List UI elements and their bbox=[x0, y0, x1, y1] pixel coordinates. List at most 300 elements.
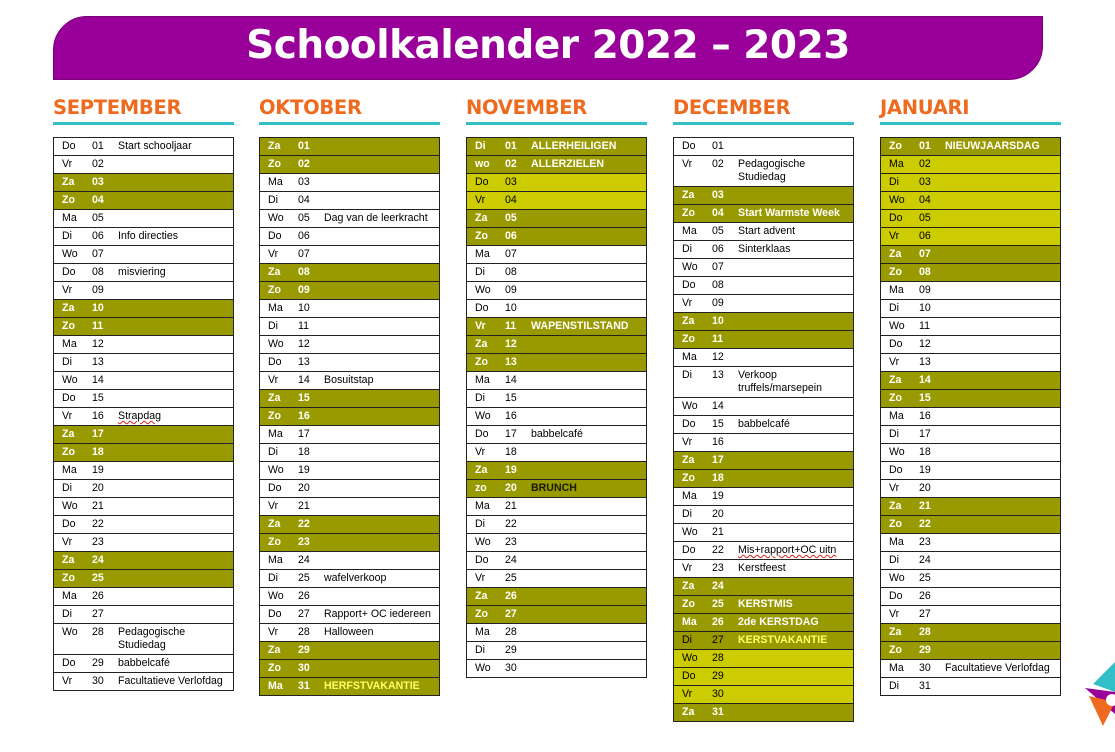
month-divider bbox=[53, 122, 234, 125]
calendar-row bbox=[467, 192, 647, 210]
calendar-row bbox=[54, 498, 234, 516]
event-cell: Dag van de leerkracht bbox=[324, 210, 440, 228]
calendar-row bbox=[881, 210, 1061, 228]
weekday-cell: Di bbox=[674, 632, 713, 650]
weekday-cell: Wo bbox=[881, 318, 920, 336]
calendar-row bbox=[881, 660, 1061, 678]
calendar-row bbox=[674, 614, 854, 632]
date-cell: 08 bbox=[919, 264, 945, 282]
date-cell: 02 bbox=[298, 156, 324, 174]
date-cell: 23 bbox=[298, 534, 324, 552]
weekday-cell: Do bbox=[54, 516, 93, 534]
weekday-cell: Vr bbox=[54, 673, 93, 691]
calendar-row bbox=[260, 516, 440, 534]
event-cell bbox=[531, 264, 647, 282]
date-cell: 29 bbox=[712, 668, 738, 686]
event-cell: wafelverkoop bbox=[324, 570, 440, 588]
weekday-cell: Wo bbox=[54, 246, 93, 264]
weekday-cell: Zo bbox=[881, 138, 920, 156]
weekday-cell: Do bbox=[674, 668, 713, 686]
date-cell: 21 bbox=[712, 524, 738, 542]
calendar-row bbox=[260, 336, 440, 354]
date-cell: 23 bbox=[919, 534, 945, 552]
date-cell: 27 bbox=[505, 606, 531, 624]
date-cell: 04 bbox=[92, 192, 118, 210]
calendar-row bbox=[881, 282, 1061, 300]
weekday-cell: Ma bbox=[54, 210, 93, 228]
weekday-cell: Ma bbox=[467, 372, 506, 390]
date-cell: 26 bbox=[919, 588, 945, 606]
weekday-cell: Vr bbox=[260, 246, 299, 264]
calendar-row bbox=[54, 156, 234, 174]
event-cell bbox=[531, 246, 647, 264]
weekday-cell: Wo bbox=[881, 570, 920, 588]
calendar-row bbox=[467, 138, 647, 156]
weekday-cell: Wo bbox=[260, 588, 299, 606]
event-cell bbox=[531, 588, 647, 606]
event-cell bbox=[324, 228, 440, 246]
calendar-row bbox=[881, 174, 1061, 192]
calendar-row bbox=[674, 686, 854, 704]
calendar-row bbox=[54, 138, 234, 156]
weekday-cell: Vr bbox=[467, 318, 506, 336]
calendar-row bbox=[881, 138, 1061, 156]
calendar-row bbox=[54, 354, 234, 372]
date-cell: 03 bbox=[92, 174, 118, 192]
calendar-row bbox=[467, 588, 647, 606]
calendar-table bbox=[466, 137, 647, 678]
calendar-row bbox=[881, 246, 1061, 264]
weekday-cell: Zo bbox=[674, 331, 713, 349]
weekday-cell: Do bbox=[54, 138, 93, 156]
date-cell: 05 bbox=[298, 210, 324, 228]
date-cell: 27 bbox=[298, 606, 324, 624]
event-cell bbox=[324, 174, 440, 192]
calendar-row bbox=[54, 552, 234, 570]
event-cell bbox=[945, 534, 1061, 552]
weekday-cell: Ma bbox=[881, 408, 920, 426]
calendar-row bbox=[260, 408, 440, 426]
calendar-row bbox=[260, 300, 440, 318]
calendar-row bbox=[881, 300, 1061, 318]
event-cell bbox=[531, 228, 647, 246]
date-cell: 11 bbox=[712, 331, 738, 349]
weekday-cell: Ma bbox=[260, 426, 299, 444]
calendar-row bbox=[881, 336, 1061, 354]
date-cell: 03 bbox=[298, 174, 324, 192]
month-column-januari bbox=[880, 95, 1061, 696]
weekday-cell: Di bbox=[54, 480, 93, 498]
month-column-december bbox=[673, 95, 854, 722]
weekday-cell: Ma bbox=[881, 156, 920, 174]
calendar-table bbox=[880, 137, 1061, 696]
calendar-row bbox=[260, 264, 440, 282]
weekday-cell: Ma bbox=[674, 614, 713, 632]
event-cell bbox=[324, 390, 440, 408]
weekday-cell: Vr bbox=[881, 480, 920, 498]
date-cell: 12 bbox=[919, 336, 945, 354]
calendar-row bbox=[674, 295, 854, 313]
date-cell: 24 bbox=[505, 552, 531, 570]
calendar-row bbox=[674, 138, 854, 156]
calendar-row bbox=[674, 506, 854, 524]
event-cell bbox=[324, 516, 440, 534]
event-cell: babbelcafé bbox=[118, 655, 234, 673]
event-cell bbox=[945, 516, 1061, 534]
date-cell: 05 bbox=[92, 210, 118, 228]
event-cell bbox=[324, 426, 440, 444]
event-cell: Bosuitstap bbox=[324, 372, 440, 390]
weekday-cell: Zo bbox=[674, 470, 713, 488]
event-cell bbox=[738, 259, 854, 277]
calendar-row bbox=[467, 570, 647, 588]
calendar-row bbox=[54, 480, 234, 498]
event-cell bbox=[324, 282, 440, 300]
date-cell: 14 bbox=[919, 372, 945, 390]
date-cell: 16 bbox=[712, 434, 738, 452]
weekday-cell: Wo bbox=[54, 624, 93, 655]
calendar-row bbox=[674, 156, 854, 187]
date-cell: 02 bbox=[92, 156, 118, 174]
calendar-table bbox=[259, 137, 440, 696]
date-cell: 14 bbox=[712, 398, 738, 416]
calendar-row bbox=[674, 452, 854, 470]
date-cell: 26 bbox=[92, 588, 118, 606]
calendar-row bbox=[674, 313, 854, 331]
date-cell: 26 bbox=[298, 588, 324, 606]
date-cell: 17 bbox=[505, 426, 531, 444]
calendar-row bbox=[467, 606, 647, 624]
calendar-row bbox=[674, 668, 854, 686]
event-cell bbox=[324, 354, 440, 372]
weekday-cell: Zo bbox=[54, 570, 93, 588]
calendar-row bbox=[881, 516, 1061, 534]
calendar-row bbox=[467, 372, 647, 390]
event-cell bbox=[738, 349, 854, 367]
date-cell: 10 bbox=[505, 300, 531, 318]
date-cell: 10 bbox=[92, 300, 118, 318]
calendar-row bbox=[467, 228, 647, 246]
event-text: Strapdag bbox=[118, 410, 161, 422]
date-cell: 20 bbox=[92, 480, 118, 498]
date-cell: 27 bbox=[919, 606, 945, 624]
event-cell bbox=[738, 398, 854, 416]
weekday-cell: Ma bbox=[467, 246, 506, 264]
date-cell: 21 bbox=[505, 498, 531, 516]
event-cell bbox=[945, 642, 1061, 660]
event-cell bbox=[118, 498, 234, 516]
calendar-row bbox=[54, 192, 234, 210]
weekday-cell: Di bbox=[54, 228, 93, 246]
calendar-row bbox=[467, 246, 647, 264]
weekday-cell: Za bbox=[881, 246, 920, 264]
weekday-cell: Ma bbox=[54, 462, 93, 480]
weekday-cell: Zo bbox=[674, 596, 713, 614]
event-cell bbox=[738, 668, 854, 686]
date-cell: 19 bbox=[505, 462, 531, 480]
date-cell: 27 bbox=[712, 632, 738, 650]
date-cell: 13 bbox=[298, 354, 324, 372]
event-cell: Pedagogische Studiedag bbox=[118, 624, 234, 655]
calendar-row bbox=[881, 390, 1061, 408]
date-cell: 18 bbox=[505, 444, 531, 462]
date-cell: 18 bbox=[919, 444, 945, 462]
date-cell: 28 bbox=[505, 624, 531, 642]
event-cell bbox=[324, 534, 440, 552]
calendar-row bbox=[674, 434, 854, 452]
calendar-row bbox=[54, 300, 234, 318]
event-cell bbox=[118, 534, 234, 552]
date-cell: 02 bbox=[919, 156, 945, 174]
date-cell: 16 bbox=[92, 408, 118, 426]
event-cell: 2de KERSTDAG bbox=[738, 614, 854, 632]
weekday-cell: Ma bbox=[881, 534, 920, 552]
event-cell bbox=[118, 408, 234, 426]
weekday-cell: Za bbox=[54, 426, 93, 444]
date-cell: 26 bbox=[712, 614, 738, 632]
event-cell: Info directies bbox=[118, 228, 234, 246]
weekday-cell: Di bbox=[260, 444, 299, 462]
weekday-cell: Wo bbox=[674, 650, 713, 668]
event-cell bbox=[945, 426, 1061, 444]
weekday-cell: Ma bbox=[260, 174, 299, 192]
calendar-row bbox=[54, 228, 234, 246]
event-cell bbox=[118, 426, 234, 444]
calendar-row bbox=[260, 246, 440, 264]
event-cell bbox=[324, 156, 440, 174]
date-cell: 31 bbox=[919, 678, 945, 696]
month-divider bbox=[259, 122, 440, 125]
event-cell bbox=[324, 408, 440, 426]
weekday-cell: Vr bbox=[674, 560, 713, 578]
school-logo-icon bbox=[1079, 662, 1115, 726]
date-cell: 04 bbox=[919, 192, 945, 210]
weekday-cell: Za bbox=[260, 516, 299, 534]
calendar-row bbox=[260, 192, 440, 210]
month-divider bbox=[673, 122, 854, 125]
date-cell: 10 bbox=[712, 313, 738, 331]
event-cell bbox=[531, 516, 647, 534]
event-cell bbox=[118, 462, 234, 480]
date-cell: 03 bbox=[919, 174, 945, 192]
weekday-cell: Wo bbox=[674, 524, 713, 542]
calendar-row bbox=[467, 498, 647, 516]
event-cell bbox=[118, 480, 234, 498]
weekday-cell: Ma bbox=[674, 488, 713, 506]
date-cell: 24 bbox=[919, 552, 945, 570]
weekday-cell: Wo bbox=[260, 336, 299, 354]
weekday-cell: Do bbox=[54, 390, 93, 408]
date-cell: 02 bbox=[712, 156, 738, 187]
date-cell: 30 bbox=[919, 660, 945, 678]
date-cell: 11 bbox=[919, 318, 945, 336]
weekday-cell: Do bbox=[467, 426, 506, 444]
calendar-row bbox=[674, 632, 854, 650]
weekday-cell: Zo bbox=[260, 408, 299, 426]
event-cell: Pedagogische Studiedag bbox=[738, 156, 854, 187]
date-cell: 25 bbox=[92, 570, 118, 588]
event-cell bbox=[324, 192, 440, 210]
weekday-cell: Za bbox=[54, 552, 93, 570]
calendar-row bbox=[467, 318, 647, 336]
event-cell bbox=[118, 372, 234, 390]
event-cell bbox=[324, 660, 440, 678]
calendar-row bbox=[881, 606, 1061, 624]
event-cell bbox=[531, 552, 647, 570]
event-cell bbox=[738, 470, 854, 488]
weekday-cell: Zo bbox=[881, 516, 920, 534]
title-banner bbox=[53, 16, 1043, 80]
event-cell bbox=[324, 642, 440, 660]
month-heading: OKTOBER bbox=[259, 96, 362, 119]
calendar-row bbox=[881, 318, 1061, 336]
weekday-cell: Wo bbox=[260, 462, 299, 480]
event-cell bbox=[945, 552, 1061, 570]
weekday-cell: Zo bbox=[54, 318, 93, 336]
weekday-cell: Zo bbox=[674, 205, 713, 223]
weekday-cell: Vr bbox=[881, 606, 920, 624]
calendar-row bbox=[674, 398, 854, 416]
date-cell: 07 bbox=[919, 246, 945, 264]
date-cell: 29 bbox=[92, 655, 118, 673]
weekday-cell: Di bbox=[881, 552, 920, 570]
date-cell: 12 bbox=[92, 336, 118, 354]
date-cell: 17 bbox=[919, 426, 945, 444]
calendar-row bbox=[881, 192, 1061, 210]
date-cell: 19 bbox=[712, 488, 738, 506]
date-cell: 17 bbox=[298, 426, 324, 444]
event-cell bbox=[738, 187, 854, 205]
event-cell bbox=[945, 624, 1061, 642]
date-cell: 14 bbox=[505, 372, 531, 390]
event-cell bbox=[945, 678, 1061, 696]
calendar-row bbox=[674, 187, 854, 205]
weekday-cell: Za bbox=[467, 336, 506, 354]
calendar-row bbox=[881, 408, 1061, 426]
calendar-row bbox=[54, 588, 234, 606]
date-cell: 08 bbox=[298, 264, 324, 282]
calendar-row bbox=[260, 660, 440, 678]
weekday-cell: Di bbox=[54, 354, 93, 372]
weekday-cell: Vr bbox=[467, 570, 506, 588]
event-cell bbox=[945, 246, 1061, 264]
weekday-cell: Vr bbox=[467, 192, 506, 210]
event-cell bbox=[118, 282, 234, 300]
weekday-cell: Zo bbox=[260, 156, 299, 174]
weekday-cell: Za bbox=[881, 624, 920, 642]
weekday-cell: Za bbox=[54, 174, 93, 192]
date-cell: 18 bbox=[712, 470, 738, 488]
weekday-cell: Za bbox=[674, 452, 713, 470]
event-cell bbox=[738, 578, 854, 596]
calendar-row bbox=[260, 534, 440, 552]
calendar-row bbox=[467, 660, 647, 678]
event-cell: KERSTVAKANTIE bbox=[738, 632, 854, 650]
event-cell bbox=[324, 498, 440, 516]
weekday-cell: Di bbox=[54, 606, 93, 624]
event-cell bbox=[738, 488, 854, 506]
event-cell bbox=[531, 390, 647, 408]
calendar-row bbox=[467, 336, 647, 354]
weekday-cell: Di bbox=[467, 390, 506, 408]
calendar-row bbox=[674, 241, 854, 259]
event-cell bbox=[531, 174, 647, 192]
calendar-row bbox=[881, 444, 1061, 462]
event-cell bbox=[738, 686, 854, 704]
event-cell bbox=[118, 390, 234, 408]
event-cell bbox=[738, 138, 854, 156]
weekday-cell: Wo bbox=[674, 398, 713, 416]
weekday-cell: Zo bbox=[260, 534, 299, 552]
date-cell: 18 bbox=[298, 444, 324, 462]
calendar-row bbox=[467, 516, 647, 534]
date-cell: 25 bbox=[712, 596, 738, 614]
calendar-row bbox=[467, 354, 647, 372]
date-cell: 03 bbox=[712, 187, 738, 205]
weekday-cell: Do bbox=[54, 655, 93, 673]
event-cell bbox=[324, 462, 440, 480]
date-cell: 24 bbox=[298, 552, 324, 570]
event-cell bbox=[738, 704, 854, 722]
date-cell: 11 bbox=[505, 318, 531, 336]
weekday-cell: Wo bbox=[881, 192, 920, 210]
calendar-row bbox=[54, 570, 234, 588]
weekday-cell: Wo bbox=[260, 210, 299, 228]
date-cell: 26 bbox=[505, 588, 531, 606]
weekday-cell: Di bbox=[467, 516, 506, 534]
date-cell: 23 bbox=[505, 534, 531, 552]
event-cell bbox=[324, 552, 440, 570]
date-cell: 01 bbox=[92, 138, 118, 156]
calendar-row bbox=[674, 488, 854, 506]
weekday-cell: Di bbox=[260, 192, 299, 210]
calendar-row bbox=[467, 552, 647, 570]
event-cell bbox=[118, 516, 234, 534]
date-cell: 30 bbox=[712, 686, 738, 704]
event-cell bbox=[118, 300, 234, 318]
weekday-cell: Do bbox=[881, 588, 920, 606]
event-cell: Kerstfeest bbox=[738, 560, 854, 578]
weekday-cell: Do bbox=[260, 228, 299, 246]
calendar-row bbox=[260, 624, 440, 642]
weekday-cell: Do bbox=[674, 416, 713, 434]
event-cell: Facultatieve Verlofdag bbox=[118, 673, 234, 691]
calendar-row bbox=[881, 552, 1061, 570]
date-cell: 07 bbox=[505, 246, 531, 264]
weekday-cell: Ma bbox=[54, 336, 93, 354]
event-cell bbox=[945, 318, 1061, 336]
weekday-cell: Za bbox=[54, 300, 93, 318]
date-cell: 12 bbox=[505, 336, 531, 354]
event-cell: ALLERZIELEN bbox=[531, 156, 647, 174]
calendar-row bbox=[260, 462, 440, 480]
calendar-row bbox=[674, 470, 854, 488]
weekday-cell: Di bbox=[674, 506, 713, 524]
event-cell: NIEUWJAARSDAG bbox=[945, 138, 1061, 156]
weekday-cell: Do bbox=[260, 606, 299, 624]
weekday-cell: Za bbox=[674, 313, 713, 331]
calendar-row bbox=[674, 223, 854, 241]
weekday-cell: Do bbox=[467, 174, 506, 192]
calendar-row bbox=[260, 426, 440, 444]
weekday-cell: Vr bbox=[467, 444, 506, 462]
calendar-row bbox=[260, 606, 440, 624]
calendar-row bbox=[674, 650, 854, 668]
calendar-row bbox=[674, 416, 854, 434]
weekday-cell: Za bbox=[674, 578, 713, 596]
calendar-row bbox=[674, 578, 854, 596]
weekday-cell: Za bbox=[467, 588, 506, 606]
